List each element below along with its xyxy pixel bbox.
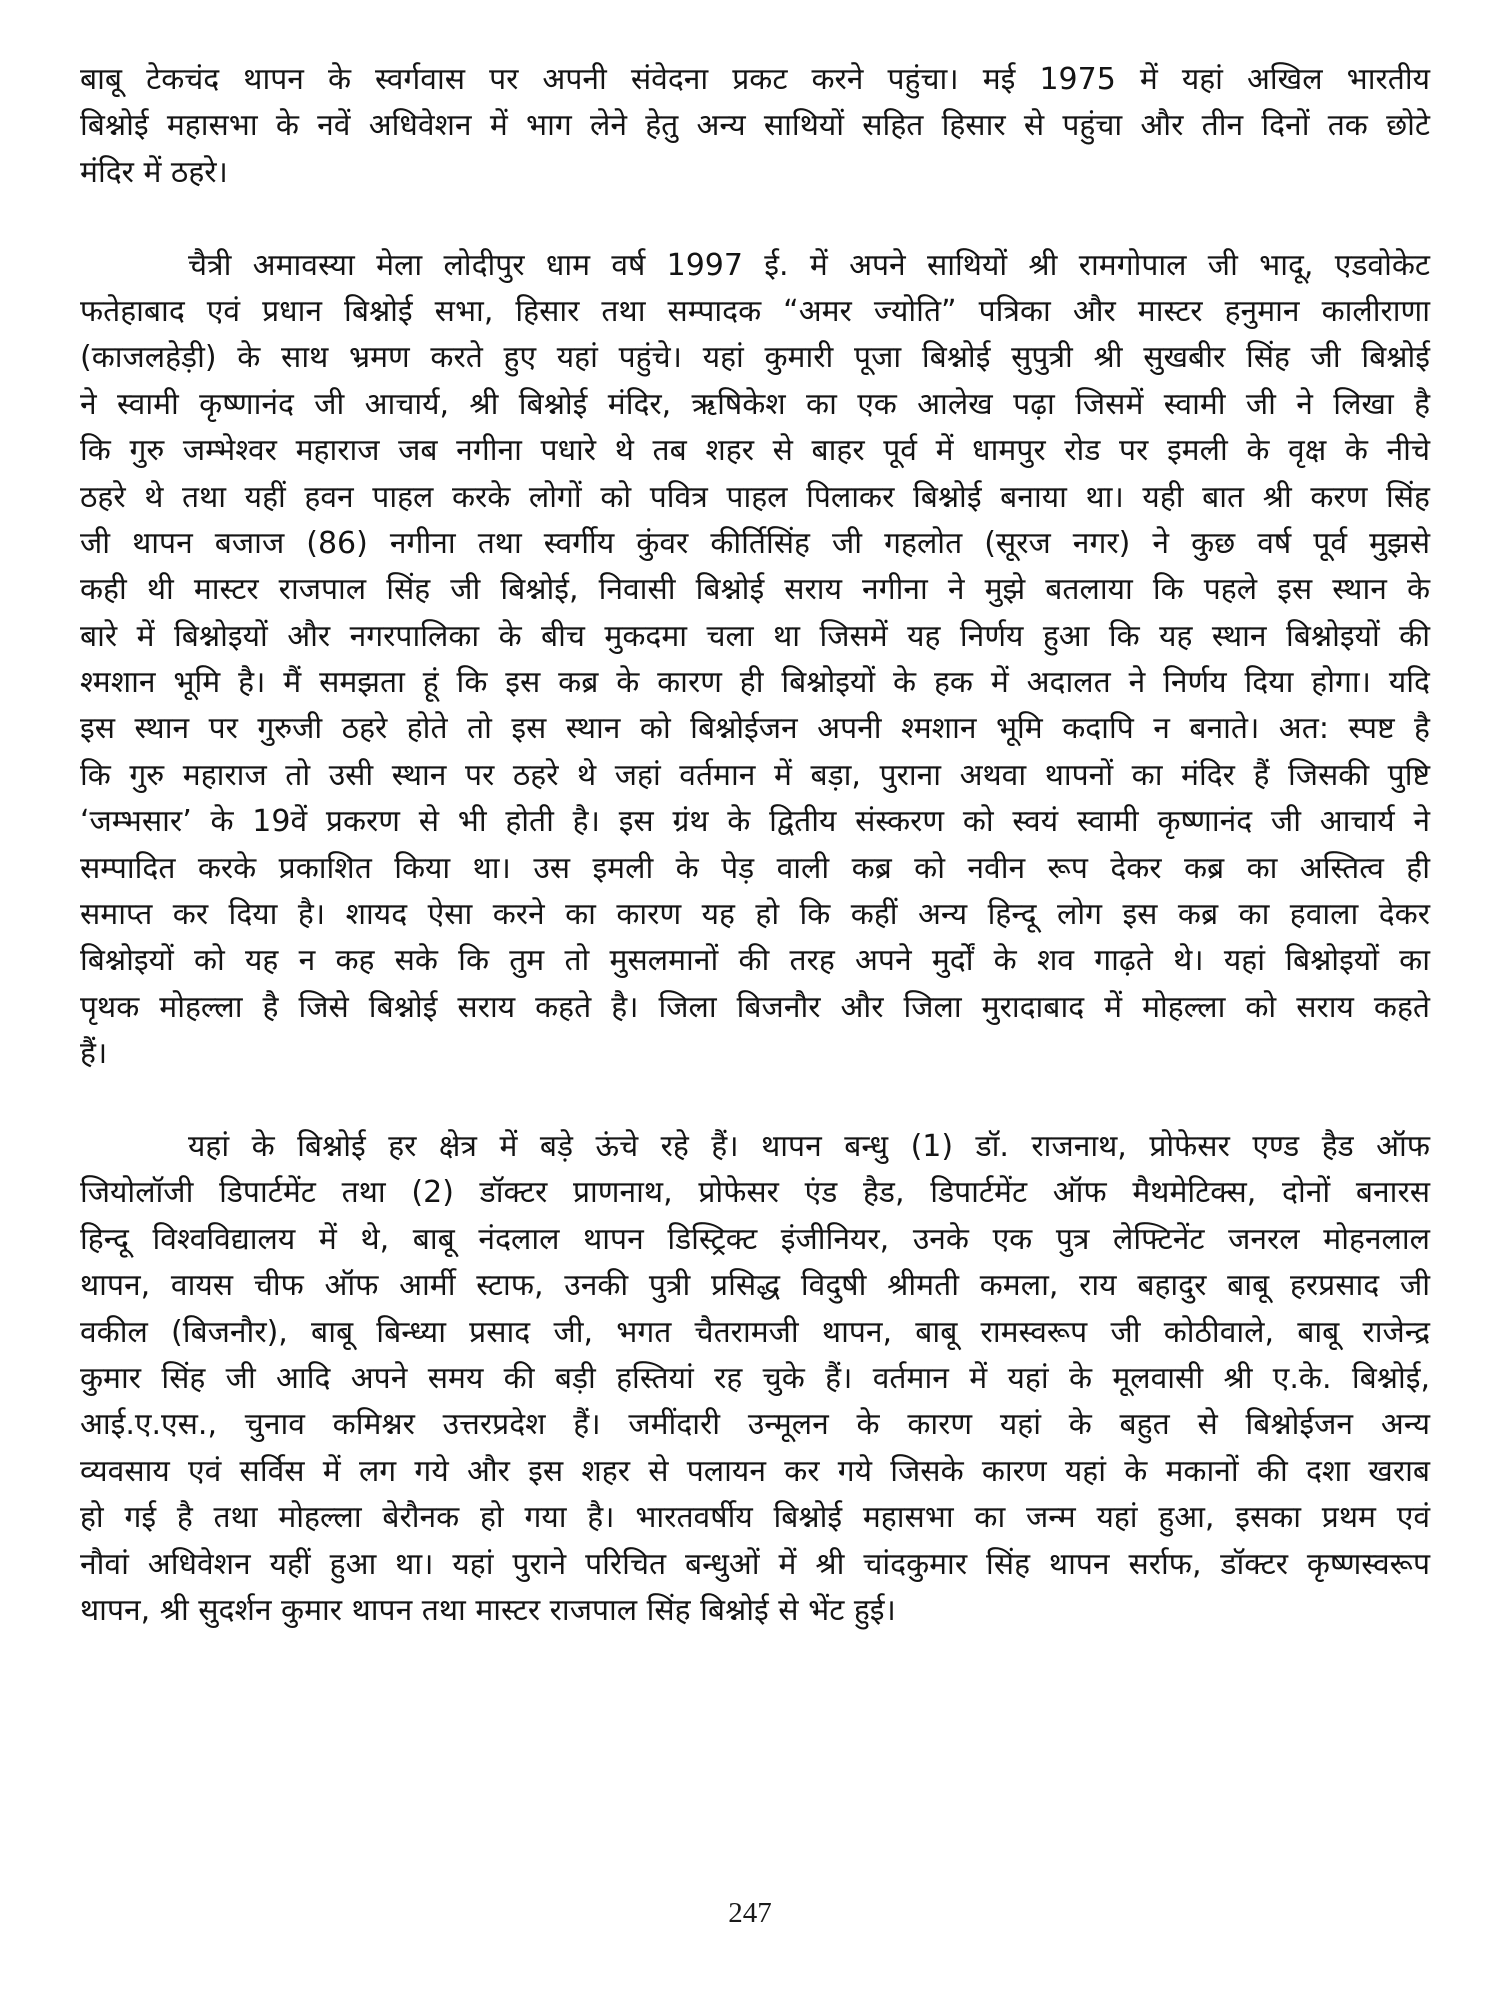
text-line: बारे में बिश्नोइयों और नगरपालिका के बीच मुकदमा चला था जिसमें यह निर्णय हुआ कि यह स्थान बिश्नोइयों की (80, 618, 1430, 654)
text-line: समाप्त कर दिया है। शायद ऐसा करने का कारण यह हो कि कहीं अन्य हिन्दू लोग इस कब्र का हवाला देकर (80, 897, 1430, 933)
text-line: कि गुरु जम्भेश्वर महाराज जब नगीना पधारे थे तब शहर से बाहर पूर्व में धामपुर रोड पर इमली के वृक्ष के नीचे (80, 433, 1430, 469)
text-line: पृथक मोहल्ला है जिसे बिश्नोई सराय कहते है। जिला बिजनौर और जिला मुरादाबाद में मोहल्ला को सराय कहते (80, 989, 1430, 1025)
text-line: नौवां अधिवेशन यहीं हुआ था। यहां पुराने परिचित बन्धुओं में श्री चांदकुमार सिंह थापन सर्राफ, डॉक्टर कृष्णस्वरूप (80, 1546, 1430, 1582)
text-line: हैं। (80, 1036, 108, 1072)
text-line: हो गई है तथा मोहल्ला बेरौनक हो गया है। भारतवर्षीय बिश्नोई महासभा का जन्म यहां हुआ, इसका प्रथम एवं (80, 1500, 1430, 1536)
text-line: थापन, श्री सुदर्शन कुमार थापन तथा मास्टर राजपाल सिंह बिश्नोई से भेंट हुई। (80, 1592, 896, 1628)
text-line: जियोलॉजी डिपार्टमेंट तथा (2) डॉक्टर प्राणनाथ, प्रोफेसर एंड हैड, डिपार्टमेंट ऑफ मैथमेटिक्स, दोनों बनारस (80, 1175, 1430, 1211)
text-line: बिश्नोई महासभा के नवें अधिवेशन में भाग लेने हेतु अन्य साथियों सहित हिसार से पहुंचा और तीन दिनों तक छोटे (80, 108, 1430, 144)
text-line: आई.ए.एस., चुनाव कमिश्नर उत्तरप्रदेश हैं। जमींदारी उन्मूलन के कारण यहां के बहुत से बिश्नोईजन अन्य (80, 1407, 1430, 1443)
paragraph (80, 243, 1430, 1078)
text-line: बिश्नोइयों को यह न कह सके कि तुम तो मुसलमानों की तरह अपने मुर्दों के शव गाढ़ते थे। यहां बिश्नोइयों का (80, 943, 1430, 979)
text-line: हिन्दू विश्वविद्यालय में थे, बाबू नंदलाल थापन डिस्ट्रिक्ट इंजीनियर, उनके एक पुत्र लेफ्टिनेंट जनरल मोहनलाल (80, 1221, 1430, 1257)
text-line: ‘जम्भसार’ के 19वें प्रकरण से भी होती है। इस ग्रंथ के द्वितीय संस्करण को स्वयं स्वामी कृष्णानंद जी आचार्य ने (80, 804, 1430, 840)
text-line: कुमार सिंह जी आदि अपने समय की बड़ी हस्तियां रह चुके हैं। वर्तमान में यहां के मूलवासी श्री ए.के. बिश्नोई, (80, 1360, 1430, 1396)
paragraph (80, 1124, 1430, 1634)
text-line: वकील (बिजनौर), बाबू बिन्ध्या प्रसाद जी, भगत चैतरामजी थापन, बाबू रामस्वरूप जी कोठीवाले, बाबू राजेन्द्र (80, 1314, 1430, 1350)
text-line: बाबू टेकचंद थापन के स्वर्गवास पर अपनी संवेदना प्रकट करने पहुंचा। मई 1975 में यहां अखिल भारतीय (80, 62, 1430, 97)
text-line: यहां के बिश्नोई हर क्षेत्र में बड़े ऊंचे रहे हैं। थापन बन्धु (1) डॉ. राजनाथ, प्रोफेसर एण्ड हैड ऑफ (188, 1128, 1430, 1164)
text-line: श्मशान भूमि है। मैं समझता हूं कि इस कब्र के कारण ही बिश्नोइयों के हक में अदालत ने निर्णय दिया होगा। यदि (80, 665, 1430, 701)
body-text (80, 57, 1430, 1634)
text-line: जी थापन बजाज (86) नगीना तथा स्वर्गीय कुंवर कीर्तिसिंह जी गहलोत (सूरज नगर) ने कुछ वर्ष पूर्व मुझसे (80, 525, 1430, 561)
text-line: थापन, वायस चीफ ऑफ आर्मी स्टाफ, उनकी पुत्री प्रसिद्ध विदुषी श्रीमती कमला, राय बहादुर बाबू हरप्रसाद जी (80, 1268, 1430, 1304)
text-line: कही थी मास्टर राजपाल सिंह जी बिश्नोई, निवासी बिश्नोई सराय नगीना ने मुझे बतलाया कि पहले इस स्थान के (80, 572, 1430, 608)
text-line: ठहरे थे तथा यहीं हवन पाहल करके लोगों को पवित्र पाहल पिलाकर बिश्नोई बनाया था। यही बात श्री करण सिंह (80, 479, 1430, 515)
text-line: कि गुरु महाराज तो उसी स्थान पर ठहरे थे जहां वर्तमान में बड़ा, पुराना अथवा थापनों का मंदिर हैं जिसकी पुष्टि (80, 757, 1430, 793)
text-line: व्यवसाय एवं सर्विस में लग गये और इस शहर से पलायन कर गये जिसके कारण यहां के मकानों की दशा खराब (80, 1453, 1430, 1489)
text-line: ने स्वामी कृष्णानंद जी आचार्य, श्री बिश्नोई मंदिर, ऋषिकेश का एक आलेख पढ़ा जिसमें स्वामी जी ने लिखा है (80, 386, 1430, 422)
text-line: इस स्थान पर गुरुजी ठहरे होते तो इस स्थान को बिश्नोईजन अपनी श्मशान भूमि कदापि न बनाते। अत: स्पष्ट है (80, 711, 1430, 747)
paragraph (80, 57, 1430, 196)
text-line: (काजलहेड़ी) के साथ भ्रमण करते हुए यहां पहुंचे। यहां कुमारी पूजा बिश्नोई सुपुत्री श्री सुखबीर सिंह जी बिश्नोई (80, 340, 1430, 376)
text-line: फतेहाबाद एवं प्रधान बिश्नोई सभा, हिसार तथा सम्पादक “अमर ज्योति” पत्रिका और मास्टर हनुमान कालीराणा (80, 293, 1430, 329)
text-line: सम्पादित करके प्रकाशित किया था। उस इमली के पेड़ वाली कब्र को नवीन रूप देकर कब्र का अस्तित्व ही (80, 850, 1430, 886)
text-line: चैत्री अमावस्या मेला लोदीपुर धाम वर्ष 1997 ई. में अपने साथियों श्री रामगोपाल जी भादू, एडवोकेट (188, 247, 1430, 283)
text-line: मंदिर में ठहरे। (80, 154, 228, 190)
page-number: 247 (728, 1897, 772, 1929)
